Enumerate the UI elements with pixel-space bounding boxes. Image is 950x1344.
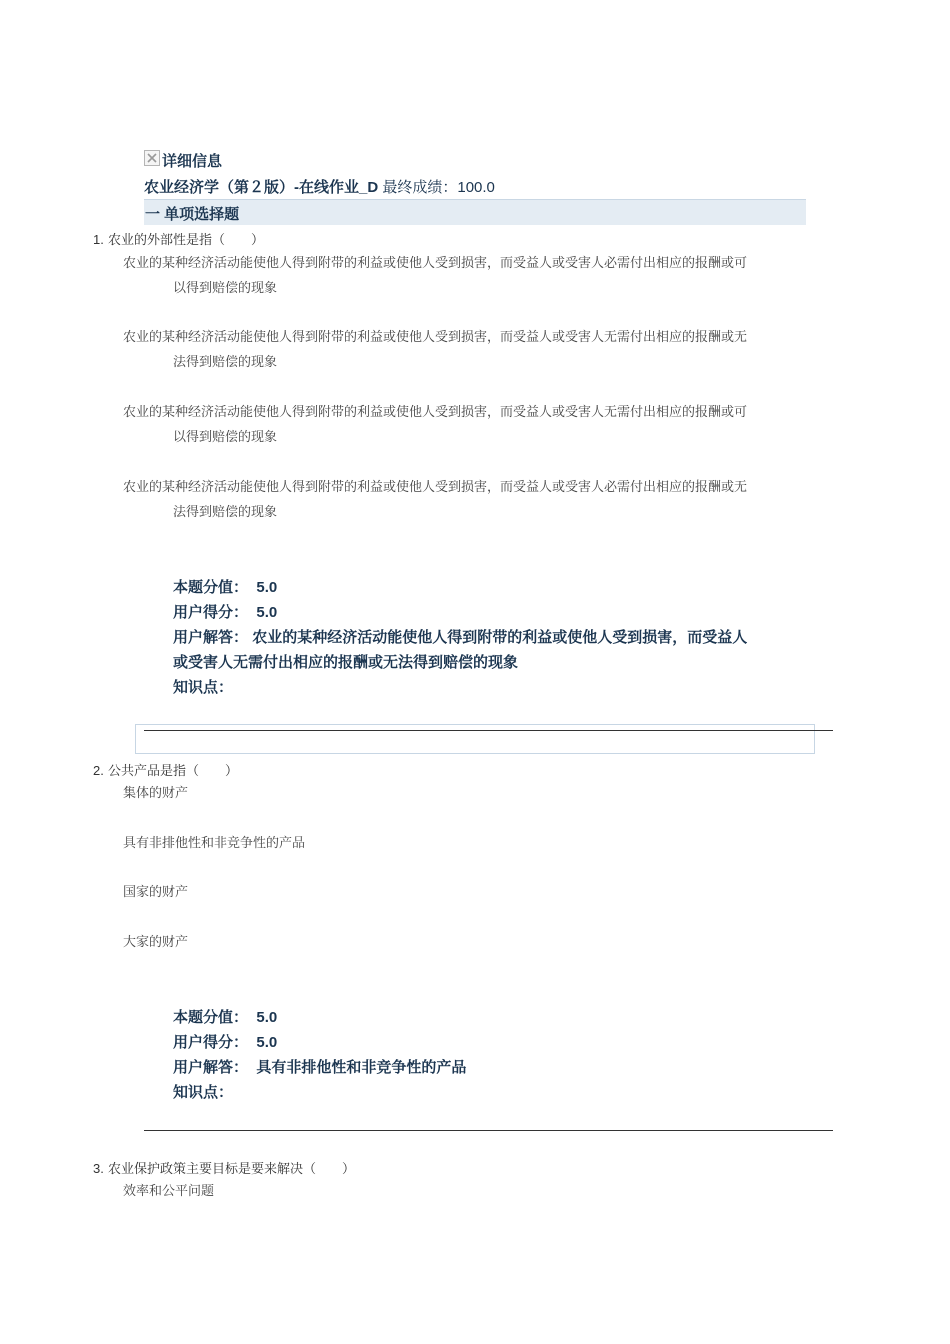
- option-line: 法得到赔偿的现象: [173, 355, 278, 370]
- score-value: 5.0: [256, 1009, 278, 1026]
- question-2-title: [93, 760, 238, 779]
- score-label: 本题分值：: [173, 579, 249, 596]
- user-answer-label: 用户解答：: [173, 629, 249, 646]
- section-title: 一 单项选择题: [145, 206, 240, 223]
- final-score-label: 最终成绩：: [382, 179, 458, 196]
- question-2-option-a[interactable]: 集体的财产: [123, 786, 189, 801]
- question-3-option-a[interactable]: 效率和公平问题: [123, 1184, 215, 1199]
- question-1-text: 农业的外部性是指（ ）: [107, 233, 264, 248]
- score-value: 5.0: [256, 579, 278, 596]
- user-answer-label: 用户解答：: [173, 1059, 249, 1076]
- option-line: 农业的某种经济活动能使他人得到附带的利益或使他人受到损害，而受益人或受害人必需付出相应的报酬或可: [123, 256, 748, 271]
- knowledge-point-label: 知识点：: [173, 1084, 234, 1101]
- divider: [144, 1130, 833, 1131]
- question-2-number: 2.: [93, 763, 104, 778]
- question-2-result: [173, 1005, 813, 1105]
- option-line: 以得到赔偿的现象: [173, 281, 278, 296]
- question-3-number: 3.: [93, 1161, 104, 1176]
- user-score-value: 5.0: [256, 1034, 278, 1051]
- question-2-option-b[interactable]: 具有非排他性和非竞争性的产品: [123, 836, 306, 851]
- option-line: 农业的某种经济活动能使他人得到附带的利益或使他人受到损害，而受益人或受害人必需付出相应的报酬或无: [123, 480, 748, 495]
- user-score-value: 5.0: [256, 604, 278, 621]
- question-2-option-d[interactable]: 大家的财产: [123, 935, 189, 950]
- question-1-title: [93, 229, 264, 248]
- user-answer-line-2: 或受害人无需付出相应的报酬或无法得到赔偿的现象: [173, 654, 519, 671]
- user-answer-value: 具有非排他性和非竞争性的产品: [256, 1059, 467, 1076]
- question-1-option-c[interactable]: [123, 400, 823, 450]
- broken-image-icon: [144, 150, 160, 166]
- divider: [144, 730, 833, 731]
- question-1-result: [173, 575, 813, 700]
- detail-heading: 详细信息: [162, 153, 223, 170]
- user-answer-line-1: 农业的某种经济活动能使他人得到附带的利益或使他人受到损害，而受益人: [252, 629, 748, 646]
- question-1-option-b[interactable]: [123, 325, 823, 375]
- option-line: 农业的某种经济活动能使他人得到附带的利益或使他人受到损害，而受益人或受害人无需付出相应的报酬或可: [123, 405, 748, 420]
- knowledge-point-label: 知识点：: [173, 679, 234, 696]
- option-line: 法得到赔偿的现象: [173, 505, 278, 520]
- course-title-line: [144, 176, 495, 197]
- section-header-bar: [144, 199, 806, 225]
- question-1-option-d[interactable]: [123, 475, 823, 525]
- question-2-option-c[interactable]: 国家的财产: [123, 885, 189, 900]
- user-score-label: 用户得分：: [173, 604, 249, 621]
- question-2-text: 公共产品是指（ ）: [107, 764, 238, 779]
- option-line: 以得到赔偿的现象: [173, 430, 278, 445]
- question-1-option-a[interactable]: [123, 251, 823, 301]
- user-score-label: 用户得分：: [173, 1034, 249, 1051]
- separator-box: [135, 724, 815, 754]
- course-title: 农业经济学（第２版）-在线作业_D: [144, 179, 379, 196]
- question-3-title: [93, 1158, 355, 1177]
- final-score-value: 100.0: [457, 179, 495, 196]
- score-label: 本题分值：: [173, 1009, 249, 1026]
- option-line: 农业的某种经济活动能使他人得到附带的利益或使他人受到损害，而受益人或受害人无需付出相应的报酬或无: [123, 330, 748, 345]
- question-3-text: 农业保护政策主要目标是要来解决（ ）: [107, 1162, 355, 1177]
- question-1-number: 1.: [93, 232, 104, 247]
